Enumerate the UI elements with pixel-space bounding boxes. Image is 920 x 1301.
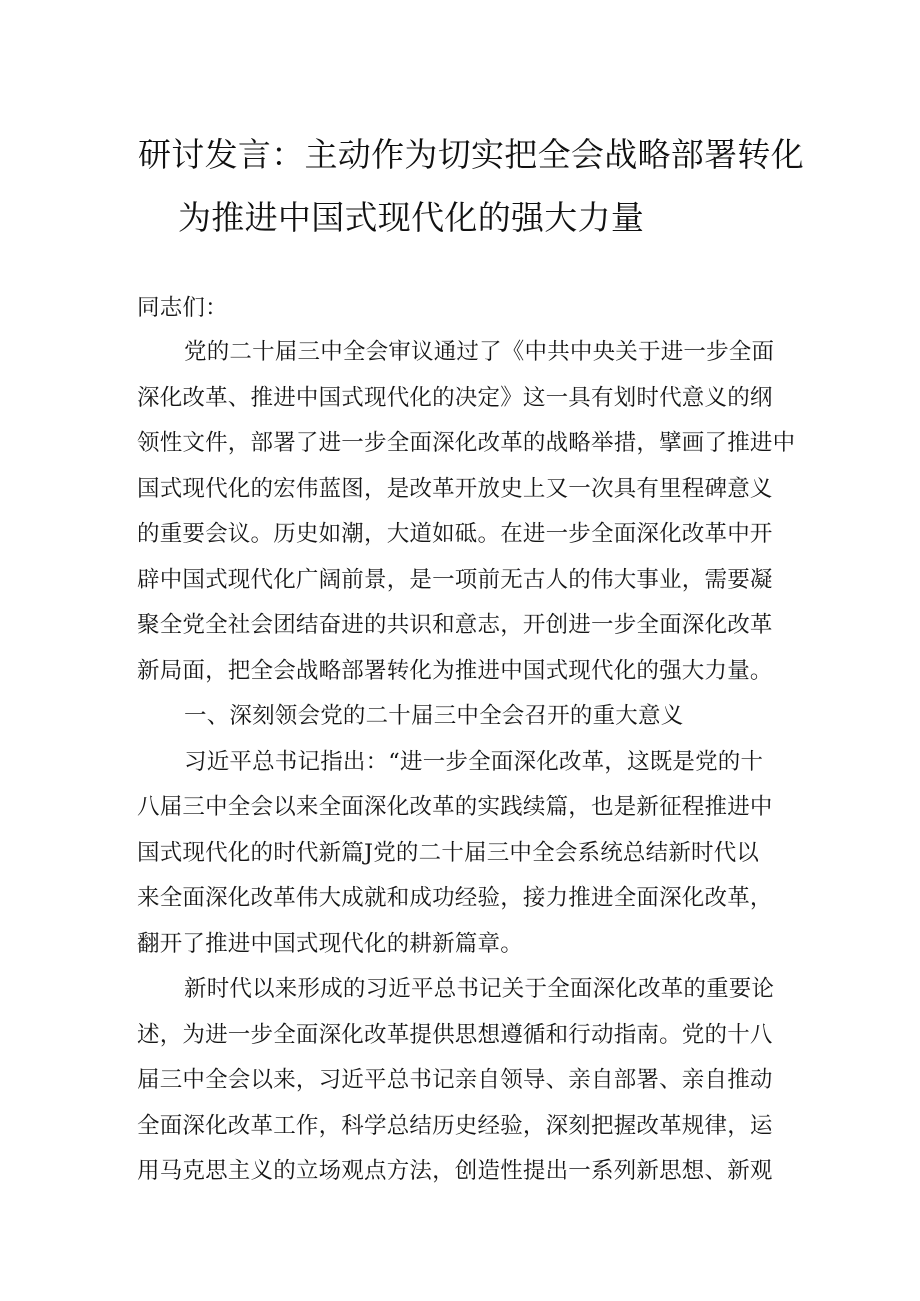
body-line-12: 国式现代化的时代新篇J党的二十届三中全会系统总结新时代以 — [137, 839, 760, 866]
body-line-1: 党的二十届三中全会审议通过了《中共中央关于进一步全面 — [184, 339, 775, 365]
body-line-17: 届三中全会以来，习近平总书记亲自领导、亲自部署、亲自推动 — [137, 1067, 773, 1093]
body-line-19: 用马克思主义的立场观点方法，创造性提出一系列新思想、新观 — [137, 1158, 773, 1184]
section-heading-1: 一、深刻领会党的二十届三中全会召开的重大意义 — [184, 703, 684, 729]
document-body — [137, 338, 796, 1203]
body-line-14: 翻开了推进中国式现代化的耕新篇章。 — [137, 930, 523, 957]
body-line-5: 的重要会议。历史如潮，大道如砥。在进一步全面深化改革中开 — [137, 521, 773, 547]
body-line-2: 深化改革、推进中国式现代化的决定》这一具有划时代意义的纲 — [137, 384, 773, 411]
body-line-11: 八届三中全会以来全面深化改革的实践续篇，也是新征程推进中 — [137, 794, 773, 820]
body-line-6: 辟中国式现代化广阔前景，是一项前无古人的伟大事业，需要凝 — [137, 566, 773, 593]
body-line-3: 领性文件，部署了进一步全面深化改革的战略举措，擘画了推进中 — [137, 430, 796, 456]
document-title-line-2: 为推进中国式现代化的强大力量 — [178, 198, 645, 237]
body-line-13: 来全面深化改革伟大成就和成功经验，接力推进全面深化改革， — [137, 885, 773, 911]
salutation: 同志们： — [137, 295, 228, 321]
document-title-line-1: 研讨发言：主动作为切实把全会战略部署转化 — [138, 135, 804, 174]
body-line-10: 习近平总书记指出：“进一步全面深化改革，这既是党的十 — [184, 748, 764, 775]
body-line-18: 全面深化改革工作，科学总结历史经验，深刻把握改革规律，运 — [137, 1112, 773, 1139]
body-line-15: 新时代以来形成的习近平总书记关于全面深化改革的重要论 — [184, 976, 775, 1002]
body-line-4: 国式现代化的宏伟蓝图，是改革开放史上又一次具有里程碑意义 — [137, 475, 773, 502]
body-line-16: 述，为进一步全面深化改革提供思想遵循和行动指南。党的十八 — [137, 1021, 773, 1048]
body-line-8: 新局面，把全会战略部署转化为推进中国式现代化的强大力量。 — [137, 657, 773, 684]
body-line-7: 聚全党全社会团结奋进的共识和意志，开创进一步全面深化改革 — [137, 612, 773, 638]
